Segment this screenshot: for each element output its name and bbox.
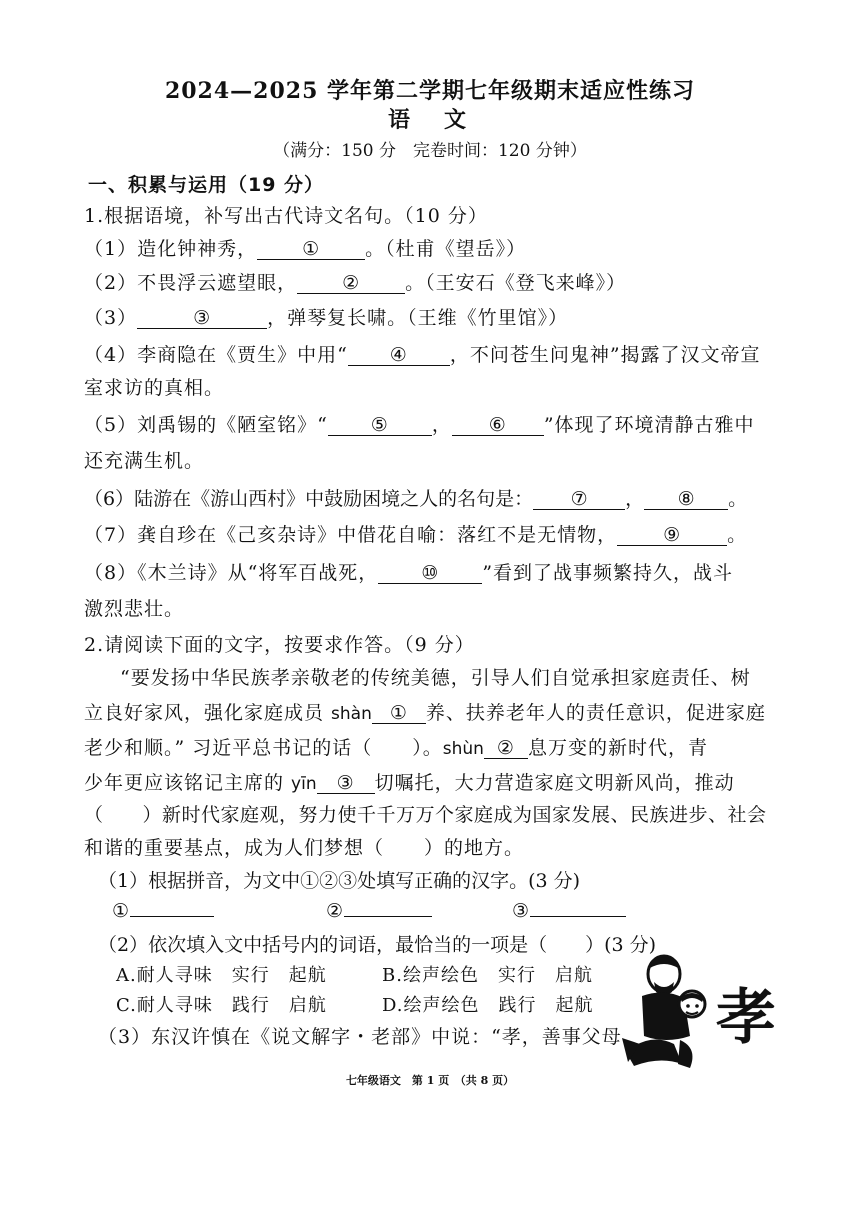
option-a[interactable]: A.耐人寻味 实行 起航: [116, 965, 327, 986]
q1-item-4: （4）李商隐在《贾生》中用“ ④ ，不问苍生问鬼神”揭露了汉文帝宣: [84, 344, 761, 366]
answer-blank[interactable]: ⑩: [378, 563, 482, 584]
answer-blank[interactable]: ⑧: [644, 489, 728, 510]
answer-blank[interactable]: ③: [317, 773, 375, 794]
answer-row: ②: [326, 900, 432, 922]
option-b[interactable]: B.绘声绘色 实行 启航: [382, 965, 593, 986]
answer-blank[interactable]: ④: [348, 345, 450, 366]
answer-blank-1[interactable]: [130, 916, 214, 917]
exam-meta: （满分：150 分 完卷时间：120 分钟）: [273, 141, 587, 161]
answer-blank[interactable]: ①: [257, 239, 365, 260]
answer-blank[interactable]: ②: [484, 738, 528, 759]
sub-question-3: （3）东汉许慎在《说文解字・老部》中说：“孝，善事父母: [98, 1026, 622, 1048]
passage-line-5: （ ）新时代家庭观，努力使千千万万个家庭成为国家发展、民族进步、社会: [84, 804, 767, 826]
passage-line-6: 和谐的重要基点，成为人们梦想（ ）的地方。: [84, 837, 525, 859]
q1-item-2: （2）不畏浮云遮望眼， ② 。（王安石《登飞来峰》）: [84, 272, 627, 294]
filial-piety-image-icon: [620, 952, 780, 1070]
answer-blank[interactable]: ⑦: [533, 489, 625, 510]
q1-item-8: （8）《木兰诗》从“将军百战死， ⑩ ”看到了战事频繁持久，战斗: [84, 562, 734, 584]
passage-line-3: 老少和顺。” 习近平总书记的话（ ）。shùn ② 息万变的新时代，青: [84, 737, 708, 759]
q1-item-3: （3） ③ ，弹琴复长啸。（王维《竹里馆》）: [84, 307, 569, 329]
answer-blank[interactable]: ⑨: [617, 525, 727, 546]
answer-blank[interactable]: ①: [372, 703, 426, 724]
sub-question-2: （2）依次填入文中括号内的词语，最恰当的一项是（ ）(3 分): [98, 934, 657, 956]
answer-blank[interactable]: ⑥: [452, 415, 544, 436]
q1-item-6: （6）陆游在《游山西村》中鼓励困境之人的名句是： ⑦ ， ⑧ 。: [84, 488, 748, 510]
answer-blank[interactable]: ②: [297, 273, 405, 294]
filial-piety-illustration: [620, 952, 780, 1070]
subject-title: 语 文: [387, 107, 472, 133]
section-heading: 一、积累与运用（19 分）: [88, 174, 325, 196]
q1-item-5: （5）刘禹锡的《陋室铭》“ ⑤ ， ⑥ ”体现了环境清静古雅中: [84, 414, 755, 436]
answer-row: ①: [112, 900, 214, 922]
svg-text:孝: 孝: [716, 983, 776, 1053]
answer-blank[interactable]: ③: [137, 308, 267, 329]
passage-line-4: 少年更应该铭记主席的 yīn ③ 切嘱托，大力营造家庭文明新风尚，推动: [84, 772, 735, 794]
option-c[interactable]: C.耐人寻味 践行 启航: [116, 995, 327, 1016]
q1-item-8-continuation: 激烈悲壮。: [84, 598, 185, 620]
q1-item-4-continuation: 室求访的真相。: [84, 377, 225, 399]
answer-row: ③: [512, 900, 626, 922]
q1-item-1: （1）造化钟神秀， ① 。（杜甫《望岳》）: [84, 238, 527, 260]
option-d[interactable]: D.绘声绘色 践行 起航: [382, 995, 594, 1016]
answer-blank[interactable]: ⑤: [328, 415, 432, 436]
sub-question-1: （1）根据拼音，为文中①②③处填写正确的汉字。(3 分): [98, 870, 581, 892]
passage-line-2: 立良好家风，强化家庭成员 shàn ① 养、扶养老年人的责任意识，促进家庭: [84, 702, 766, 724]
q1-item-5-continuation: 还充满生机。: [84, 450, 205, 472]
question-1-heading: 1.根据语境，补写出古代诗文名句。（10 分）: [84, 205, 488, 227]
answer-blank-3[interactable]: [530, 916, 626, 917]
q1-item-7: （7）龚自珍在《己亥杂诗》中借花自喻：落红不是无情物， ⑨ 。: [84, 524, 748, 546]
exam-title: 2024—2025 学年第二学期七年级期末适应性练习: [164, 78, 696, 104]
answer-blank-2[interactable]: [344, 916, 432, 917]
passage-line-1: “要发扬中华民族孝亲敬老的传统美德，引导人们自觉承担家庭责任、树: [120, 667, 751, 689]
question-2-heading: 2.请阅读下面的文字，按要求作答。（9 分）: [84, 634, 475, 656]
page-footer: 七年级语文 第 1 页 （共 8 页）: [345, 1074, 515, 1087]
